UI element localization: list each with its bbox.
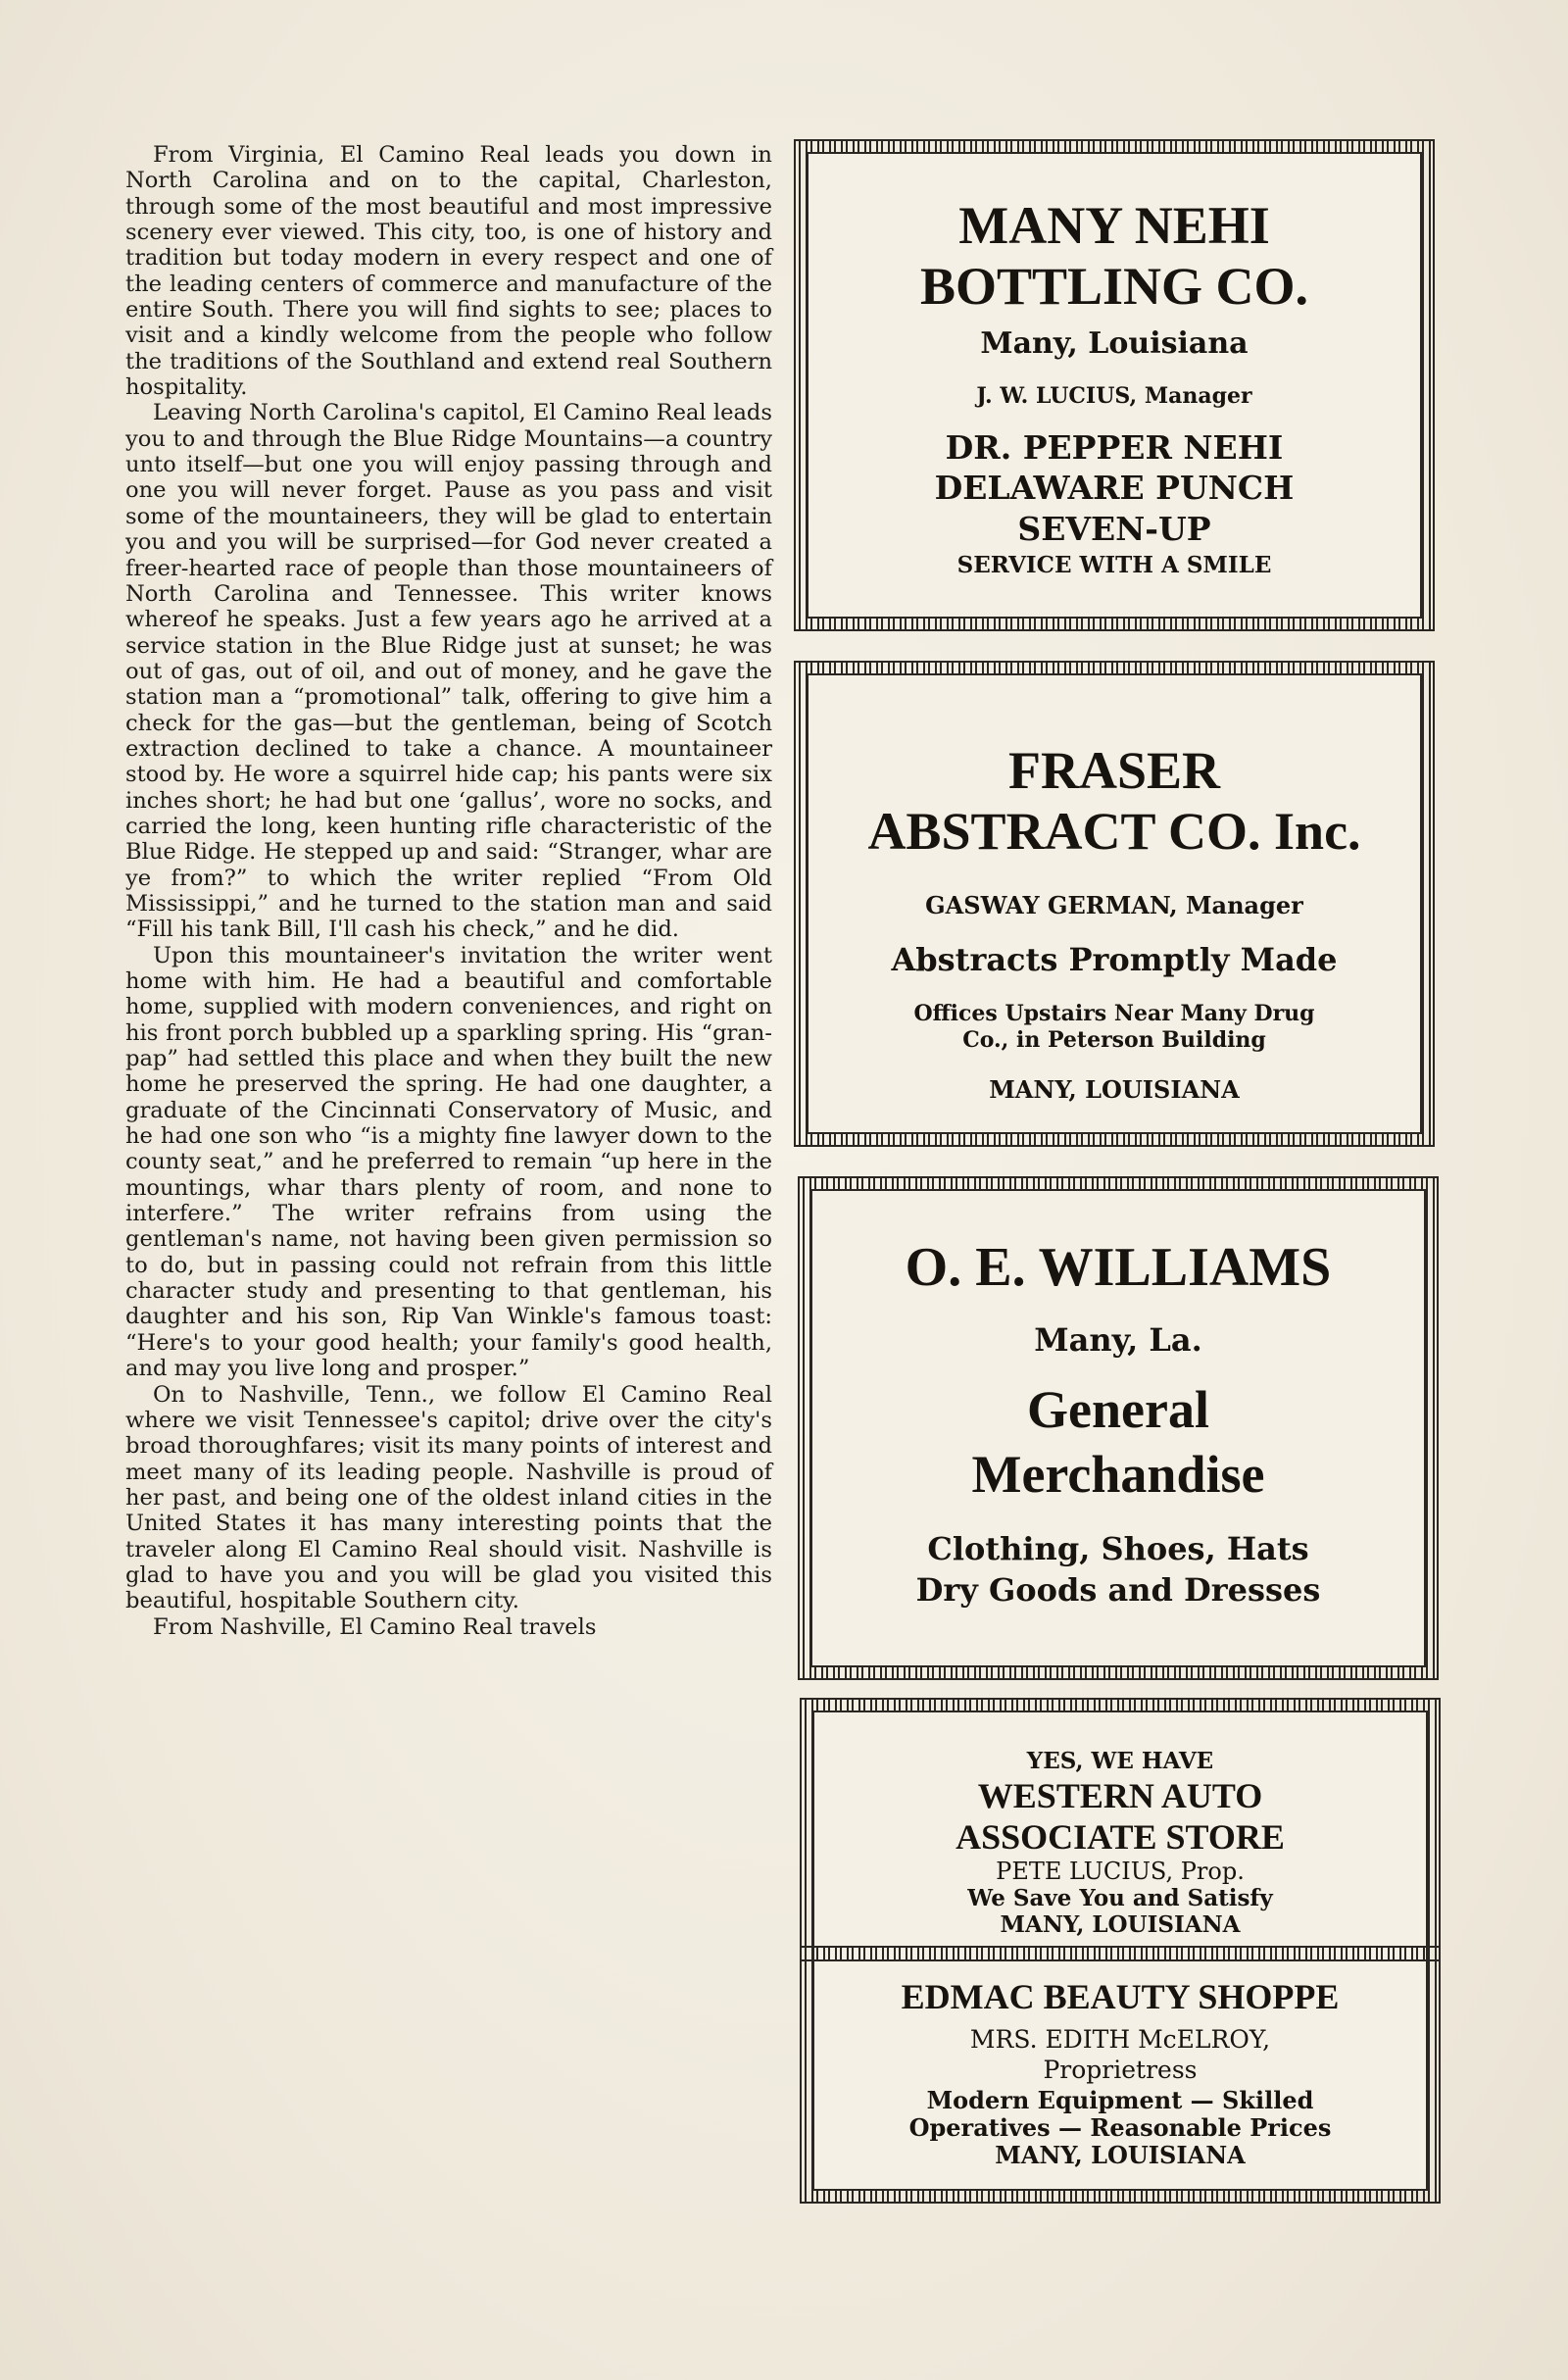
ad-fraser-name-2: ABSTRACT CO. Inc. (867, 802, 1361, 861)
ad-western-line-2: WESTERN AUTO (977, 1776, 1263, 1815)
ad-williams-business-1: General (1027, 1380, 1209, 1439)
ad-edmac-location: MANY, LOUISIANA (995, 2141, 1246, 2169)
ad-williams-goods-2: Dry Goods and Dresses (915, 1571, 1321, 1609)
article-paragraph: Upon this mountaineer's invitation the writer went home with him. He had a beautiful and comfortable home, supplied with modern conveniences, and right on his front porch bubbled up a sparkling spring. His “gran-pap” had settled this place and when they built the new home he preserved the spring. He had one daughter, a graduate of the Cincinnati Conservatory of Music, and he had one son who “is a mighty fine lawyer down to the county seat,” and he preferred to remain “up here in the mountings, whar thars plenty of room, and none to interfere.” The writer refrains from using the gentleman's name, not having been given permission so to do, but in passing could not refrain from this little character study and presenting to that gentleman, his daughter and his son, Rip Van Winkle's famous toast: “Here's to your good health; your family's good health, and may you live long and prosper.” (125, 942, 772, 1382)
ad-nehi-name-1: MANY NEHI (958, 196, 1270, 255)
ad-edmac-line-2: Operatives — Reasonable Prices (908, 2113, 1332, 2142)
ad-western-line-1: YES, WE HAVE (1026, 1748, 1214, 1774)
ad-williams-goods-1: Clothing, Shoes, Hats (927, 1530, 1309, 1567)
ad-western-slogan: We Save You and Satisfy (967, 1885, 1273, 1911)
ad-nehi-manager: J. W. LUCIUS, Manager (976, 383, 1252, 409)
ad-nehi-product-3: SEVEN-UP (1017, 510, 1211, 548)
ad-fraser-name-1: FRASER (1007, 741, 1221, 800)
ad-edmac-line-1: Modern Equipment — Skilled (926, 2086, 1314, 2114)
ad-western-auto-and-edmac (800, 1698, 1441, 2204)
ad-nehi-product-left: DR. PEPPER (945, 428, 1172, 467)
ad-fraser-tagline: Abstracts Promptly Made (891, 941, 1338, 978)
ad-nehi-location: Many, Louisiana (980, 326, 1249, 361)
ad-western-line-3: ASSOCIATE STORE (956, 1817, 1285, 1857)
ad-fraser-offices-2: Co., in Peterson Building (962, 1027, 1266, 1053)
article-paragraph: From Virginia, El Camino Real leads you down in North Carolina and on to the capital, Charleston, through some of the most beautiful and most impressive scenery ever viewed. This city, too, is one of history and tradition but today modern in every respect and one of the leading centers of commerce and manufacture of the entire South. There you will find sights to see; places to visit and a kindly welcome from the people who follow the traditions of the Southland and extend real Southern hospitality. (125, 142, 772, 401)
ad-williams-business-2: Merchandise (971, 1445, 1265, 1504)
article-paragraph: Leaving North Carolina's capitol, El Camino Real leads you to and through the Blue Ridge Mountains—a country unto itself—but one you will enjoy passing through and one you will never forget. Pause as you pass and visit some of the mountaineers, they will be glad to entertain you and you will be surprised—for God never created a freer-hearted race of people than those mountaineers of North Carolina and Tennessee. This writer knows whereof he speaks. Just a few years ago he arrived at a service station in the Blue Ridge just at sunset; he was out of gas, out of oil, and out of money, and he gave the station man a “promotional” talk, offering to give him a check for the gas—but the gentleman, being of Scotch extraction declined to take a chance. A mountaineer stood by. He wore a squirrel hide cap; his pants were six inches short; he had but one ‘gallus’, wore no socks, and carried the long, keen hunting rifle characteristic of the Blue Ridge. He stepped up and said: “Stranger, whar are ye from?” to which the writer replied “From Old Mississippi,” and he turned to the station man and said “Fill his tank Bill, I'll cash his check,” and he did. (125, 400, 772, 943)
ad-western-proprietor: PETE LUCIUS, Prop. (996, 1858, 1245, 1885)
ad-fraser-abstract (794, 661, 1435, 1147)
ad-edmac-name: EDMAC BEAUTY SHOPPE (901, 1977, 1340, 2016)
article-paragraph: On to Nashville, Tenn., we follow El Camino Real where we visit Tennessee's capitol; drive over the city's broad thoroughfares; visit its many points of interest and meet many of its leading people. Nashville is proud of her past, and being one of the oldest inland cities in the United States it has many interesting points that the traveler along El Camino Real should visit. Nashville is glad to have you and you will be glad you visited this beautiful, hospitable Southern city. (125, 1381, 772, 1614)
article-column (125, 142, 772, 1640)
ad-williams-name: O. E. WILLIAMS (905, 1237, 1332, 1298)
ad-nehi-product-2: DELAWARE PUNCH (934, 469, 1295, 507)
ad-divider-border (800, 1946, 1441, 1961)
ad-nehi-name-2: BOTTLING CO. (919, 257, 1309, 316)
ad-fraser-location: MANY, LOUISIANA (989, 1075, 1240, 1104)
ad-fraser-manager: GASWAY GERMAN, Manager (925, 891, 1303, 919)
ad-nehi-product-right: NEHI (1183, 428, 1284, 467)
ad-nehi-slogan: SERVICE WITH A SMILE (956, 552, 1272, 578)
ad-oe-williams (798, 1176, 1439, 1680)
ad-nehi-product-row (807, 428, 1422, 468)
ad-many-nehi-bottling (794, 139, 1435, 631)
ad-edmac-owner: MRS. EDITH McELROY, (969, 2025, 1271, 2054)
ad-fraser-offices-1: Offices Upstairs Near Many Drug (913, 1001, 1315, 1026)
article-paragraph: From Nashville, El Camino Real travels (153, 1613, 597, 1640)
ad-edmac-title: Proprietress (1043, 2056, 1198, 2084)
ad-williams-location: Many, La. (1034, 1321, 1202, 1359)
ad-western-location: MANY, LOUISIANA (1000, 1911, 1241, 1938)
